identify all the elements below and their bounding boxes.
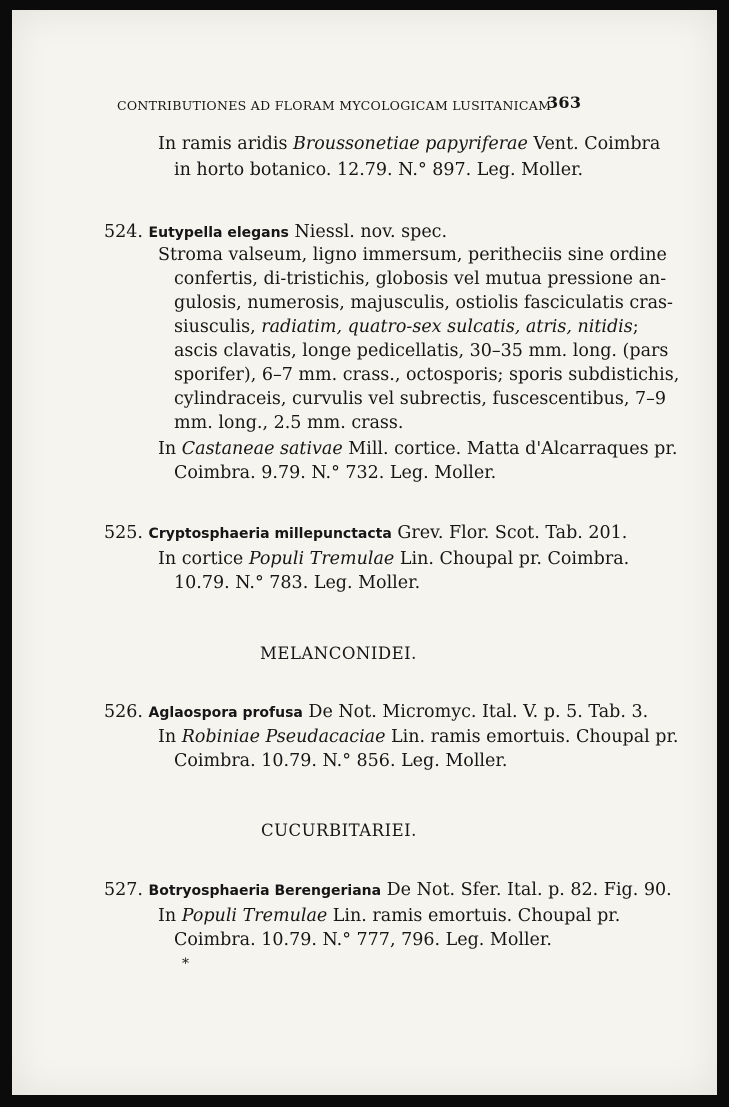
entry-524-desc-7: cylindraceis, curvulis vel subrectis, fuscescentibus, 7–9 — [174, 389, 666, 409]
entry-524-desc-2: confertis, di-tristichis, globosis vel mutua pressione an- — [174, 269, 667, 289]
species-name: Eutypella elegans — [148, 225, 289, 241]
entry-number: 524. — [104, 222, 143, 242]
entry-524-desc-8: mm. long., 2.5 mm. crass. — [174, 413, 404, 433]
page-number: 363 — [547, 93, 582, 112]
entry-525-heading: 525. Cryptosphaeria millepunctacta Grev. Flor. Scot. Tab. 201. — [104, 523, 628, 543]
entry-526-habitat-1: In Robiniae Pseudacaciae Lin. ramis emortuis. Choupal pr. — [158, 727, 679, 747]
entry-524-desc-6: sporifer), 6–7 mm. crass., octosporis; sporis subdistichis, — [174, 365, 680, 385]
section-heading-melanconidei: MELANCONIDEI. — [260, 644, 417, 663]
entry-524-heading: 524. Eutypella elegans Niessl. nov. spec. — [104, 222, 448, 242]
species-name: Aglaospora profusa — [148, 705, 303, 721]
prev-entry-line-2: in horto botanico. 12.79. N.° 897. Leg. Moller. — [174, 160, 584, 180]
species-name: Botryosphaeria Berengeriana — [148, 883, 382, 899]
entry-524-habitat-1: In Castaneae sativae Mill. cortice. Matta d'Alcarraques pr. — [158, 439, 678, 459]
running-title: CONTRIBUTIONES AD FLORAM MYCOLOGICAM LUSITANICAM — [117, 98, 552, 113]
footer-mark: * — [182, 956, 189, 972]
prev-entry-line-1: In ramis aridis Broussonetiae papyriferae Vent. Coimbra — [158, 134, 661, 154]
entry-524-desc-4: siusculis, radiatim, quatro-sex sulcatis, atris, nitidis; — [174, 317, 639, 337]
host-name: Castaneae sativae — [181, 439, 343, 459]
species-name: Cryptosphaeria millepunctacta — [148, 526, 392, 542]
entry-525-habitat-2: 10.79. N.° 783. Leg. Moller. — [174, 573, 421, 593]
entry-527-habitat-2: Coimbra. 10.79. N.° 777, 796. Leg. Moller. — [174, 930, 552, 950]
entry-527-heading: 527. Botryosphaeria Berengeriana De Not. Sfer. Ital. p. 82. Fig. 90. — [104, 880, 672, 900]
entry-524-desc-3: gulosis, numerosis, majusculis, ostiolis fasciculatis cras- — [174, 293, 673, 313]
entry-number: 527. — [104, 880, 143, 900]
host-name: Broussonetiae papyriferae — [293, 134, 528, 154]
entry-524-desc-5: ascis clavatis, longe pedicellatis, 30–35 mm. long. (pars — [174, 341, 669, 361]
entry-number: 525. — [104, 523, 143, 543]
entry-525-habitat-1: In cortice Populi Tremulae Lin. Choupal pr. Coimbra. — [158, 549, 630, 569]
entry-526-habitat-2: Coimbra. 10.79. N.° 856. Leg. Moller. — [174, 751, 508, 771]
host-name: Populi Tremulae — [181, 906, 328, 926]
running-header — [117, 93, 582, 113]
entry-527-habitat-1: In Populi Tremulae Lin. ramis emortuis. Choupal pr. — [158, 906, 621, 926]
entry-526-heading: 526. Aglaospora profusa De Not. Micromyc. Ital. V. p. 5. Tab. 3. — [104, 702, 649, 722]
entry-524-desc-1: Stroma valseum, ligno immersum, peritheciis sine ordine — [158, 245, 667, 265]
entry-number: 526. — [104, 702, 143, 722]
entry-524-habitat-2: Coimbra. 9.79. N.° 732. Leg. Moller. — [174, 463, 497, 483]
host-name: Robiniae Pseudacaciae — [181, 727, 386, 747]
section-heading-cucurbitariei: CUCURBITARIEI. — [261, 821, 417, 840]
book-page — [12, 10, 717, 1095]
host-name: Populi Tremulae — [248, 549, 395, 569]
